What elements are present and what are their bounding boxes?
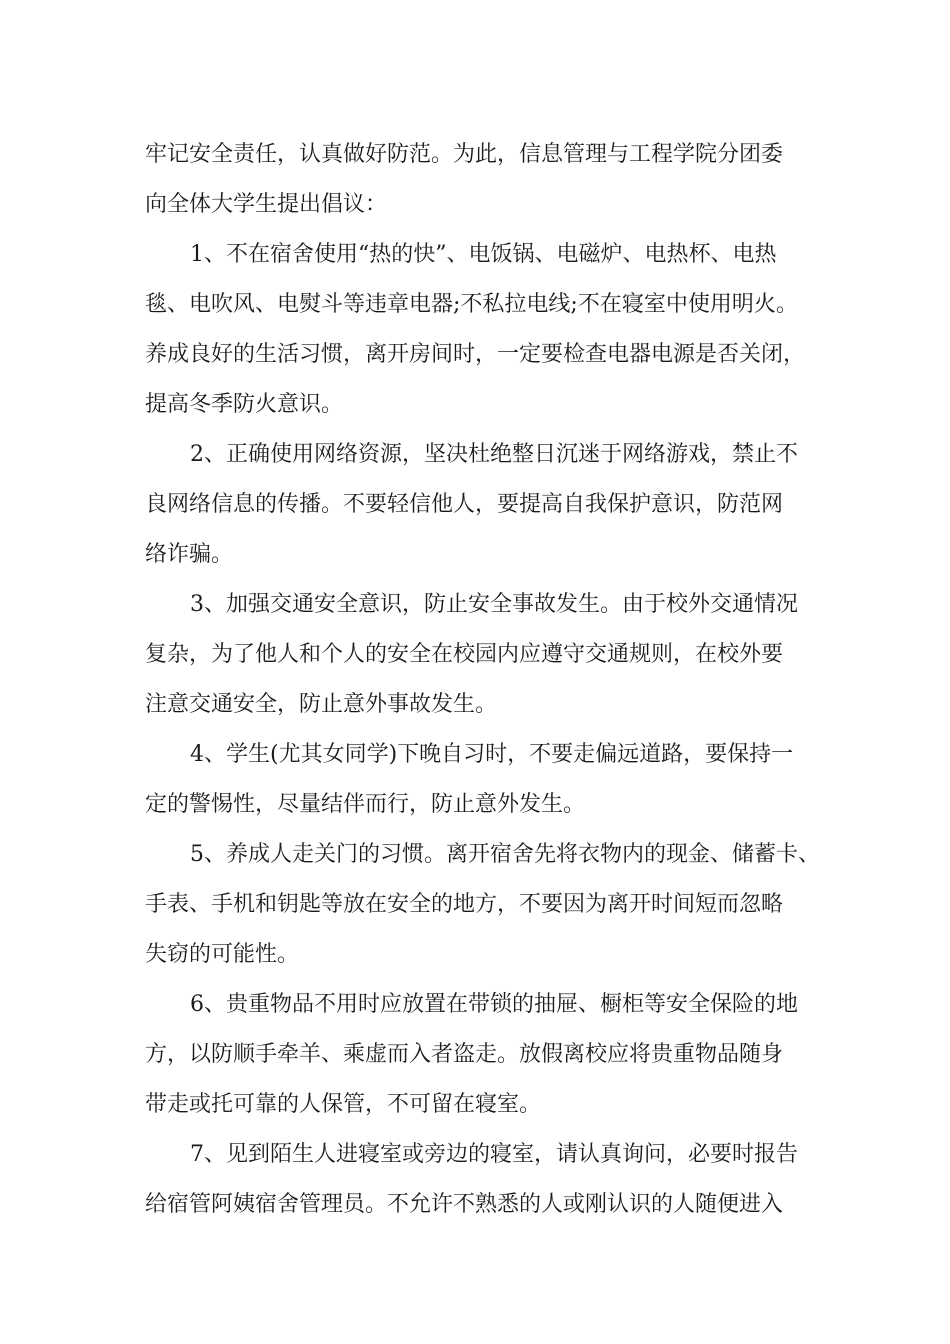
text-line: 定的警惕性，尽量结伴而行，防止意外发生。 [145,792,586,817]
text-line: 手表、手机和钥匙等放在安全的地方，不要因为离开时间短而忽略 [145,892,784,917]
text-line: 5、养成人走关门的习惯。离开宿舍先将衣物内的现金、储蓄卡、 [190,842,820,867]
text-line: 复杂，为了他人和个人的安全在校园内应遵守交通规则，在校外要 [145,642,784,667]
text-line: 2、正确使用网络资源，坚决杜绝整日沉迷于网络游戏，禁止不 [190,442,798,467]
text-line: 养成良好的生活习惯，离开房间时，一定要检查电器电源是否关闭， [145,342,806,367]
text-line: 失窃的可能性。 [145,942,300,967]
text-line: 带走或托可靠的人保管，不可留在寝室。 [145,1092,542,1117]
text-line: 毯、电吹风、电熨斗等违章电器;不私拉电线;不在寝室中使用明火。 [145,292,798,317]
text-line: 络诈骗。 [145,542,234,567]
text-line: 给宿管阿姨宿舍管理员。不允许不熟悉的人或刚认识的人随便进入 [145,1192,784,1217]
text-line: 牢记安全责任，认真做好防范。为此，信息管理与工程学院分团委 [145,142,784,167]
text-line: 方，以防顺手牵羊、乘虚而入者盗走。放假离校应将贵重物品随身 [145,1042,784,1067]
text-line: 向全体大学生提出倡议： [145,192,388,217]
text-line: 1、不在宿舍使用“热的快”、电饭锅、电磁炉、电热杯、电热 [190,242,777,267]
text-line: 3、加强交通安全意识，防止安全事故发生。由于校外交通情况 [190,592,798,617]
text-line: 良网络信息的传播。不要轻信他人，要提高自我保护意识，防范网 [145,492,784,517]
text-line: 7、见到陌生人进寝室或旁边的寝室，请认真询问，必要时报告 [190,1142,798,1167]
text-line: 注意交通安全，防止意外事故发生。 [145,692,498,717]
text-line: 4、学生(尤其女同学)下晚自习时，不要走偏远道路，要保持一 [190,742,794,767]
text-line: 6、贵重物品不用时应放置在带锁的抽屉、橱柜等安全保险的地 [190,992,798,1017]
text-line: 提高冬季防火意识。 [145,392,344,417]
